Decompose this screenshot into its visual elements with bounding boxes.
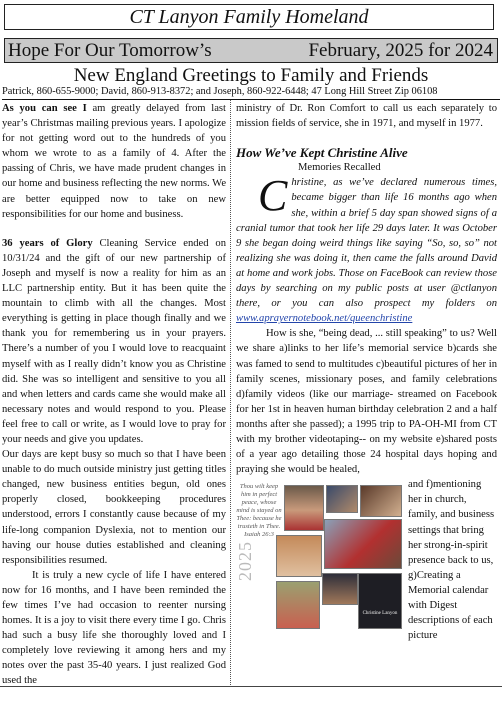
website-link[interactable]: www.aprayernotebook.net/queenchristine: [236, 313, 413, 325]
photo-memorial-card: [358, 573, 402, 629]
spacer: [2, 222, 226, 236]
photo-christine: [276, 535, 322, 577]
paragraph-memories-list: and f)mentioning her in church, family, and business settings that bring her strong-in-spirit presence back to us, g)Creating a Memorial calendar with Digest descriptions of each picture: [408, 479, 495, 642]
left-column: [2, 101, 226, 689]
paragraph-new-cycle: It is truly a new cycle of life I have entered now for 16 months, and I have been reminded the few times I’ve had occasion to reenter nursing homes. It is a joy to visit there every time I go. Chris had such a busy life she thoroughly loved and I completely love reviewing it among hers and my notes over the past 35-40 years. I just realized God used the: [2, 569, 226, 687]
paragraph-ministry: ministry of Dr. Ron Comfort to call us each separately to mission fields of service, she in 1971, and myself in 1977.: [236, 103, 497, 130]
intro-text: am greatly delayed from last year’s Christmas mailing previous years. I apologize for not getting word out to the hundreds of you whom we wrote to as a family of 4. After the passing of Chris, we have made prudent changes in our home and business reflecting the new norms. We are better equipped now to take on new responsibilities for our home and business.: [2, 103, 227, 220]
contact-line: Patrick, 860-655-9000; David, 860-913-8372; and Joseph, 860-922-6448; 47 Long Hill Street Zip 06108: [2, 86, 500, 100]
paragraph-intro: [2, 101, 226, 222]
paragraph-christine-intro: [236, 171, 497, 326]
banner-left-text: Hope For Our Tomorrow’s: [8, 40, 212, 61]
banner-bar: [4, 38, 498, 63]
photo-portrait: [284, 485, 324, 531]
photo-dinner: [360, 485, 402, 517]
paragraph-busy-days: Our days are kept busy so much so that I have been unable to do much outside ministry just getting titles changed, new business entities begun, old ones properly closed, bookkeeping procedures understood, errors I constantly cause because of my life-long companion Dyslexia, not to mention our having our house duties established and cleaning responsibilities resumed.: [2, 449, 226, 566]
photo-couple: [322, 573, 358, 605]
photo-group: [326, 485, 358, 513]
newsletter-title: CT Lanyon Family Homeland: [4, 4, 494, 30]
right-column: [236, 101, 497, 643]
christine-intro-text: hristine, as we’ve declared numerous times, became bigger than life 16 months ago when she, within a brief 5 day span showed signs of a cranial tumor that took her life 29 days later. It was October 9 she began doing weird things like saying “So, so, so” not realizing she was doing it, then came the falls around David at home and work jobs. Those on FaceBook can review those days by searching on my public posts at user @ctlanyon there, or you can also prospect my folders on: [236, 177, 497, 310]
paragraph-how-is-she: How is she, “being dead, ... still speaking” to us? Well we share a)links to her life’s memorial service b)cards she was famed to send to multitudes c)beautiful pictures of her in family scenes, missionary poses, and family celebrations d)family videos (like our marriage- streamed on Facebook for her 1st in heaven human birthday celebration 2 and a half months after she passed); a 1995 trip to PA-OH-MI from CT with my brother videotaping-- on my website e)shared posts of a year ago detailing those 24 hospital days hoping and praying she would be healed,: [236, 328, 497, 476]
business-text: Cleaning Service ended on 10/31/24 and the gift of our new partnership of Joseph and myself is now a reality for him as an LLC partnership entity. But it has been quite the mountain to climb with all the changes. Most everything is getting in place though finally and we thank you for remembering us in your prayers. There’s a number of you I would love to reacquaint myself with as I really didn’t know you as Christine did. She was so intelligent and sensitive to you all and when letters and cards came she would make all necessary notes and would respond to you. Please feel free to call or write, as I would love to pray for your needs and give you updates.: [2, 237, 226, 445]
dropcap-letter: C: [258, 171, 288, 221]
section-subheading: Memories Recalled: [298, 162, 381, 174]
intro-lead: As you can see I: [2, 103, 87, 114]
section-heading: How We’ve Kept Christine Alive: [236, 145, 408, 161]
collage-verse: Thou wilt keep him in perfect peace, whose mind is stayed on Thee: because he trusteth in Thee. Isaiah 26:3: [236, 483, 282, 539]
greeting-heading: New England Greetings to Family and Friends: [73, 65, 429, 86]
photo-family: [324, 519, 402, 569]
memorial-photo-collage: [236, 483, 402, 631]
business-lead: 36 years of Glory: [2, 237, 93, 249]
photo-outdoor: [276, 581, 320, 629]
collage-year: 2025: [235, 541, 255, 582]
page-bottom-rule: [0, 686, 502, 687]
column-divider: [230, 100, 231, 685]
banner-date: February, 2025 for 2024: [308, 40, 493, 61]
paragraph-business: [2, 236, 226, 447]
collage-caption: Christine Lanyon: [362, 611, 398, 617]
